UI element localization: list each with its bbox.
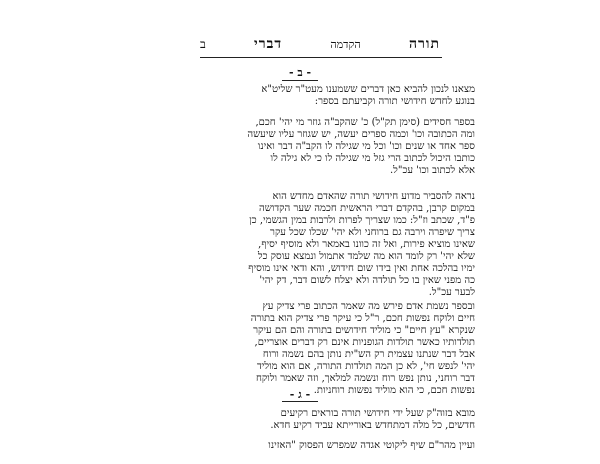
paragraph-sefer-chasidim xyxy=(170,117,475,177)
section-mark-gimel: - ג - xyxy=(289,388,311,401)
text-line: שלא יהי' רק לומד הוא מה שלמד אתמול ונמצא עוסק כל xyxy=(257,251,475,262)
text-line: מצאנו לנכון להביא כאן דברים ששמענו מעט"ר שליט"א xyxy=(261,84,475,95)
text-line: לבער עכ"ל. xyxy=(428,287,475,298)
paragraph-reishit-chochma xyxy=(170,191,475,299)
section-name: הקדמה xyxy=(330,38,361,51)
section-rule xyxy=(282,80,318,81)
book-title-a: דברי xyxy=(254,36,283,52)
paragraph-intro xyxy=(170,84,475,108)
text-line: אלא לכתוב וכו' עכ"ל. xyxy=(389,165,475,176)
text-line: ומה הכתובה וכו' וכמה ספרים יעשה, יש שגוזר עליו שיעשה xyxy=(247,129,475,140)
text-line: בספר חסידים (סימן תק"ל) כ' שהקב"ה גוזר מי יהי' חכם, xyxy=(255,117,475,128)
text-line: צריך שיפרה וירבה גם ברוחני ולא יהי' שכלו שכל עקר xyxy=(270,227,475,238)
text-line: בנוגע לחדש חידושי תורה וקביעתם בספר: xyxy=(314,96,475,107)
text-line: כותבו היכול לכתוב הרי גזל מי שגילה לו כי לא גילה לו xyxy=(270,153,475,164)
page-letter: ב xyxy=(200,37,206,51)
section-mark-bet: - ב - xyxy=(288,66,312,79)
text-line: שנקרא "עץ חיים" כי מוליד חידושים בתורה והם הם עיקר xyxy=(253,325,475,336)
running-head xyxy=(200,36,440,54)
text-line: נראה להסביר מדוע חידושי תורה שהאדם מחדש הוא xyxy=(272,191,475,202)
text-line: תולדותיו כאשר תולדות הגופניות אינם רק דברים אוצריים, xyxy=(254,337,475,348)
text-line: נפשות חכם, כי הוא מוליד נפשות רוחניות. xyxy=(313,385,475,396)
text-line: ובספר נשמת אדם פירש מה שאמר הכתוב פרי צדיק עץ xyxy=(262,301,475,312)
text-line: מובא בזוה"ק שעל ידי חידושי תורה בוראים רקיעים xyxy=(280,408,475,419)
text-line: ימיו בהלכה אחת ואין בידו שום חידוש, והא ודאי אינו מוסיף xyxy=(248,263,475,274)
text-line: כה מפני שאין בו כל תולדה ולא יצלח לשום דבר, דק יהי' xyxy=(259,275,475,286)
paragraph-nishmat-adam xyxy=(170,301,475,397)
paragraph-zohar xyxy=(170,408,475,432)
text-line: ועיין מהר"ם שיף ליקוטי אגדה שמפרש הפסוק "האזינו xyxy=(268,440,475,451)
text-line: במקום קרבן, בהקדם דברי הראשית חכמה שער הקדושה xyxy=(258,203,475,214)
text-line: אבל דבר שנתנו עצמית רק הש"ית נותן בהם נשמה ורוח xyxy=(262,349,475,360)
section-rule xyxy=(282,401,318,402)
text-line: יהי' לנפש חי', לא כן המה תולדות התורה, אם הוא מוליד xyxy=(257,361,475,372)
text-line: פ"ד, שכתב וז"ל: כמו שצריך לפרות ולרבות במין הגשמי, כן xyxy=(249,215,475,226)
text-line: חיים ולוקח נפשות חכם, ר"ל כי עיקר פרי צדיק הוא בתורה xyxy=(250,313,475,324)
text-line: חדשים, כל מלה דמתחדש באורייתא עביד רקיע חדא. xyxy=(270,420,475,431)
text-line: שאינו מוציא פירות, ואל זה כוונו באמאר ולא מוסיף יסיף, xyxy=(258,239,475,250)
text-line: ספר אחד או שנים וכו' וכל מי שגילה לו הקב"ה דבר ואינו xyxy=(257,141,475,152)
paragraph-maharam-shif xyxy=(170,440,475,452)
header-rule xyxy=(200,57,442,58)
book-title-b: תורה xyxy=(408,36,440,52)
text-line: דבר רוחני, נותן נפש רוח ונשמה למלאך, וזה שאמר ולוקח xyxy=(255,373,475,384)
